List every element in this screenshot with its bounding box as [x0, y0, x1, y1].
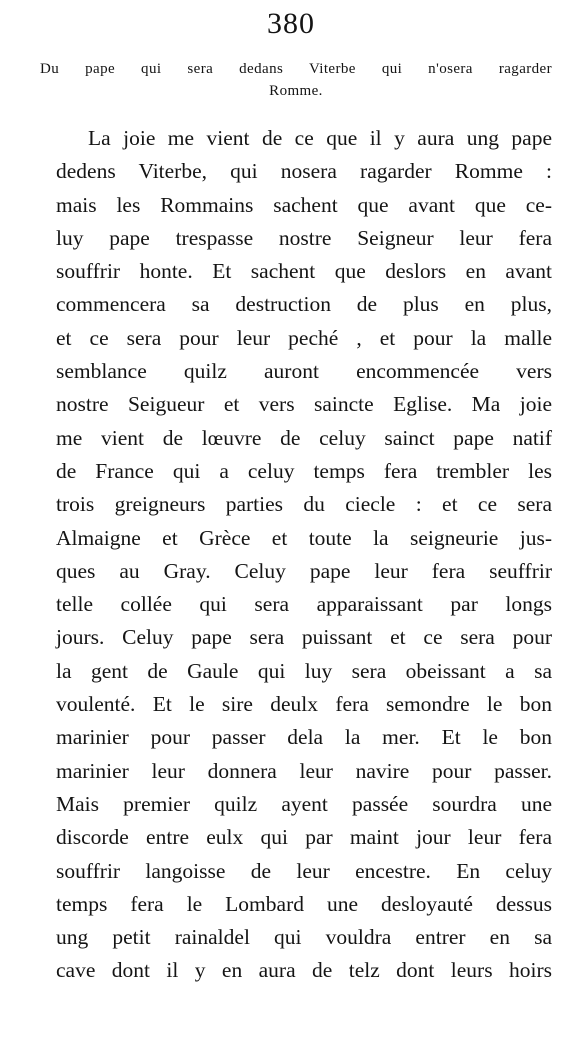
text-line: de France qui a celuy temps fera trembler les: [56, 458, 552, 483]
text-line: jours. Celuy pape sera puissant et ce sera pour: [56, 625, 552, 650]
text-line: marinier pour passer dela la mer. Et le bon: [56, 725, 552, 750]
text-line: La joie me vient de ce que il y aura ung pape: [88, 126, 552, 150]
text-line: telle collée qui sera apparaissant par longs: [56, 592, 552, 617]
text-line: nostre Seigueur et vers saincte Eglise. Ma joie: [56, 392, 552, 417]
text-line: souffrir langoisse de leur encestre. En celuy: [56, 858, 552, 883]
text-line: commencera sa destruction de plus en plus,: [56, 292, 552, 317]
text-line: ques au Gray. Celuy pape leur fera seuffrir: [56, 558, 552, 583]
text-line: mais les Rommains sachent que avant que ce-: [56, 192, 552, 217]
text-line: ung petit rainaldel qui vouldra entrer en sa: [56, 925, 552, 950]
text-line: et ce sera pour leur peché , et pour la malle: [56, 325, 552, 350]
text-line: temps fera le Lombard une desloyauté dessus: [56, 891, 552, 916]
text-line: semblance quilz auront encommencée vers: [56, 359, 552, 384]
text-line: souffrir honte. Et sachent que deslors en avant: [56, 259, 552, 284]
text-line: cave dont il y en aura de telz dont leurs hoirs: [56, 958, 552, 983]
text-line: la gent de Gaule qui luy sera obeissant a sa: [56, 658, 552, 683]
text-line: trois greigneurs parties du ciecle : et ce sera: [56, 492, 552, 517]
text-line: Almaigne et Grèce et toute la seigneurie jus-: [56, 525, 552, 550]
text-line: marinier leur donnera leur navire pour passer.: [56, 758, 552, 783]
text-line: me vient de lœuvre de celuy sainct pape natif: [56, 425, 552, 450]
text-line: Mais premier quilz ayent passée sourdra une: [56, 791, 552, 816]
text-line: luy pape trespasse nostre Seigneur leur fera: [56, 225, 552, 250]
text-line: voulenté. Et le sire deulx fera semondre le bon: [56, 692, 552, 717]
heading-line-1: Du pape qui sera dedans Viterbe qui n'osera ragarder: [40, 61, 552, 77]
body-paragraph: [56, 122, 552, 988]
heading-line-2: Romme.: [269, 83, 323, 99]
chapter-heading: [40, 58, 552, 102]
page-number: 380: [267, 7, 315, 40]
text-line: dedens Viterbe, qui nosera ragarder Romme :: [56, 159, 552, 184]
text-line: discorde entre eulx qui par maint jour leur fera: [56, 825, 552, 850]
